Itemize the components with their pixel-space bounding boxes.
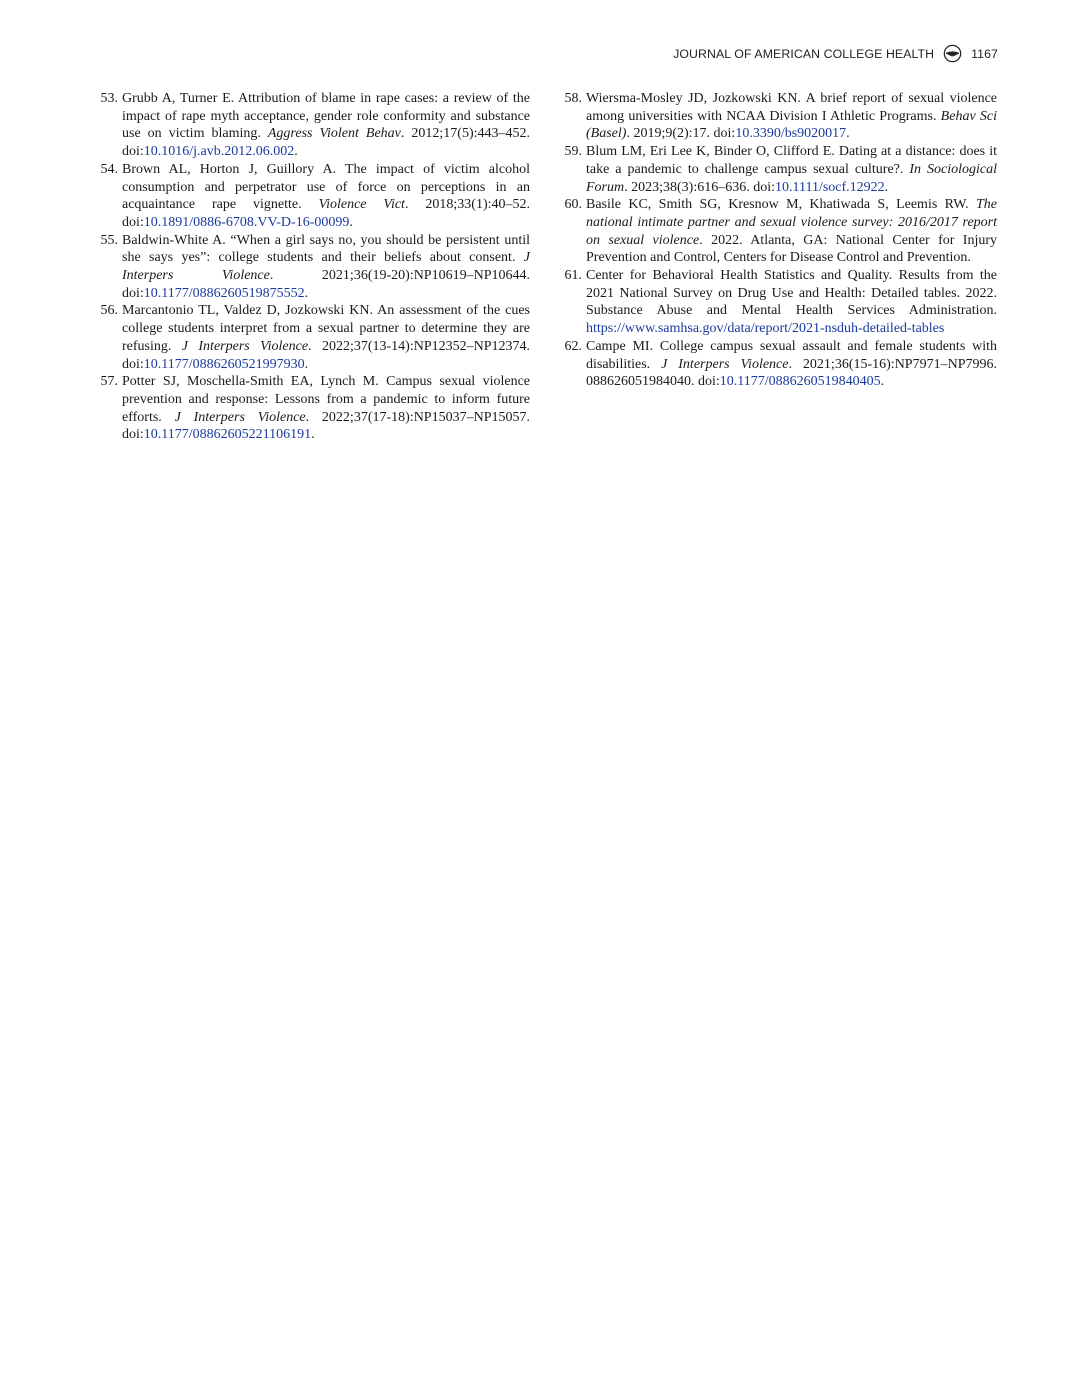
reference-text bbox=[122, 162, 530, 230]
journal-title: J Interpers Violence bbox=[661, 356, 789, 372]
reference-segment: . bbox=[349, 214, 353, 230]
journal-title: In Sociological Forum bbox=[586, 161, 997, 195]
reference-item bbox=[556, 267, 997, 338]
journal-title: J Interpers Violence bbox=[122, 250, 530, 284]
reference-item bbox=[556, 143, 997, 196]
reference-segment: . 2018;33(1):40–52. doi: bbox=[122, 197, 530, 230]
doi-link[interactable]: 10.1891/0886-6708.VV-D-16-00099 bbox=[143, 214, 350, 230]
journal-name: JOURNAL OF AMERICAN COLLEGE HEALTH bbox=[673, 46, 935, 61]
reference-item bbox=[92, 232, 530, 303]
reference-item bbox=[92, 161, 530, 232]
reference-segment: Wiersma-Mosley JD, Jozkowski KN. A brief report of sexual violence among universities with NCAA Division I Athletic Programs. bbox=[586, 91, 997, 124]
references-column-left bbox=[92, 90, 530, 444]
doi-link[interactable]: 10.1177/08862605221106191 bbox=[143, 427, 312, 443]
reference-number: 55. bbox=[100, 232, 118, 248]
reference-segment: . 2022;37(17-18):NP15037–NP15057. doi: bbox=[122, 409, 530, 443]
reference-segment: . bbox=[304, 285, 309, 301]
reference-segment: . bbox=[884, 179, 889, 195]
reference-number: 57. bbox=[100, 374, 118, 390]
journal-title: Violence Vict bbox=[318, 197, 405, 213]
reference-text bbox=[122, 303, 530, 371]
reference-item bbox=[92, 373, 530, 444]
reference-segment: . 2021;36(15-16):NP7971–NP7996. 088626051984040. doi: bbox=[586, 356, 997, 390]
reference-text bbox=[586, 268, 997, 336]
doi-link[interactable]: https://www.samhsa.gov/data/report/2021-nsduh-detailed-tables bbox=[586, 321, 945, 337]
reference-number: 58. bbox=[564, 91, 582, 106]
journal-title: J Interpers Violence bbox=[181, 338, 309, 354]
reference-segment: Basile KC, Smith SG, Kresnow M, Khatiwada S, Leemis RW. bbox=[586, 197, 976, 213]
reference-segment: . bbox=[846, 126, 850, 142]
reference-text bbox=[586, 339, 997, 389]
reference-segment: Baldwin-White A. “When a girl says no, you should be persistent until she says yes”: college students and their beliefs about consent. bbox=[122, 232, 530, 266]
reference-segment: Potter SJ, Moschella-Smith EA, Lynch M. Campus sexual violence prevention and response: Lessons from a pandemic to inform future efforts. bbox=[122, 374, 530, 425]
reference-segment: . 2022;37(13-14):NP12352–NP12374. doi: bbox=[122, 338, 530, 372]
reference-segment: . bbox=[294, 144, 298, 160]
doi-link[interactable]: 10.1177/0886260521997930 bbox=[143, 356, 305, 372]
journal-title: J Interpers Violence bbox=[174, 409, 306, 425]
reference-segment: Campe MI. College campus sexual assault and female students with disabilities. bbox=[586, 338, 997, 372]
reference-number: 59. bbox=[564, 144, 582, 160]
reference-item bbox=[92, 302, 530, 373]
running-header bbox=[673, 44, 998, 63]
reference-number: 60. bbox=[564, 197, 582, 213]
reference-segment: . 2021;36(19-20):NP10619–NP10644. doi: bbox=[122, 268, 530, 301]
doi-link[interactable]: 10.1016/j.avb.2012.06.002 bbox=[143, 144, 295, 160]
reference-item bbox=[556, 196, 997, 267]
reference-number: 54. bbox=[100, 161, 118, 177]
reference-segment: Blum LM, Eri Lee K, Binder O, Clifford E. Dating at a distance: does it take a pandemic to challenge campus sexual culture?. bbox=[586, 144, 997, 177]
doi-link[interactable]: 10.1177/0886260519840405 bbox=[719, 374, 881, 390]
reference-segment: . bbox=[880, 374, 885, 390]
reference-item bbox=[92, 90, 530, 161]
reference-number: 62. bbox=[564, 338, 582, 354]
reference-text bbox=[122, 374, 530, 442]
reference-segment: Brown AL, Horton J, Guillory A. The impact of victim alcohol consumption and perpetrator use of force on perceptions in an acquaintance rape vignette. bbox=[122, 161, 530, 213]
reference-segment: . 2022. Atlanta, GA: National Center for Injury Prevention and Control, Centers for Disease Control and Prevention. bbox=[586, 232, 998, 266]
reference-segment: . 2019;9(2):17. doi: bbox=[626, 126, 736, 142]
reference-segment: . 2012;17(5):443–452. doi: bbox=[122, 126, 530, 160]
references-column-right bbox=[556, 90, 997, 391]
reference-segment: . 2023;38(3):616–636. doi: bbox=[624, 179, 776, 195]
reference-text bbox=[586, 144, 997, 194]
reference-number: 53. bbox=[100, 91, 118, 106]
reference-text bbox=[586, 91, 997, 141]
reference-segment: Center for Behavioral Health Statistics and Quality. Results from the 2021 National Survey on Drug Use and Health: Detailed tables. 2022. Substance Abuse and Mental Health Services Administration. bbox=[586, 268, 997, 319]
reference-text bbox=[586, 197, 997, 265]
reference-number: 61. bbox=[564, 268, 582, 284]
reference-segment: . bbox=[304, 356, 309, 372]
reference-item bbox=[556, 90, 997, 143]
journal-title: Aggress Violent Behav bbox=[267, 126, 401, 142]
reference-item bbox=[556, 338, 997, 391]
doi-link[interactable]: 10.1111/socf.12922 bbox=[775, 179, 885, 195]
reference-text bbox=[122, 91, 530, 159]
reference-segment: Marcantonio TL, Valdez D, Jozkowski KN. An assessment of the cues college students interpret from a sexual partner to determine they are refusing. bbox=[122, 303, 530, 354]
reference-segment: Grubb A, Turner E. Attribution of blame in rape cases: a review of the impact of rape myth acceptance, gender role conformity and substance use on victim blaming. bbox=[122, 91, 530, 142]
doi-link[interactable]: 10.1177/0886260519875552 bbox=[143, 285, 305, 301]
reference-segment: . bbox=[311, 427, 315, 443]
journal-circle-logo-icon bbox=[943, 44, 962, 63]
journal-title: The national intimate partner and sexual violence survey: 2016/2017 report on sexual violence bbox=[586, 197, 997, 248]
doi-link[interactable]: 10.3390/bs9020017 bbox=[735, 126, 847, 142]
journal-title: Behav Sci (Basel) bbox=[586, 108, 997, 142]
reference-text bbox=[122, 233, 530, 301]
page-number: 1167 bbox=[971, 46, 998, 61]
reference-number: 56. bbox=[100, 303, 118, 319]
